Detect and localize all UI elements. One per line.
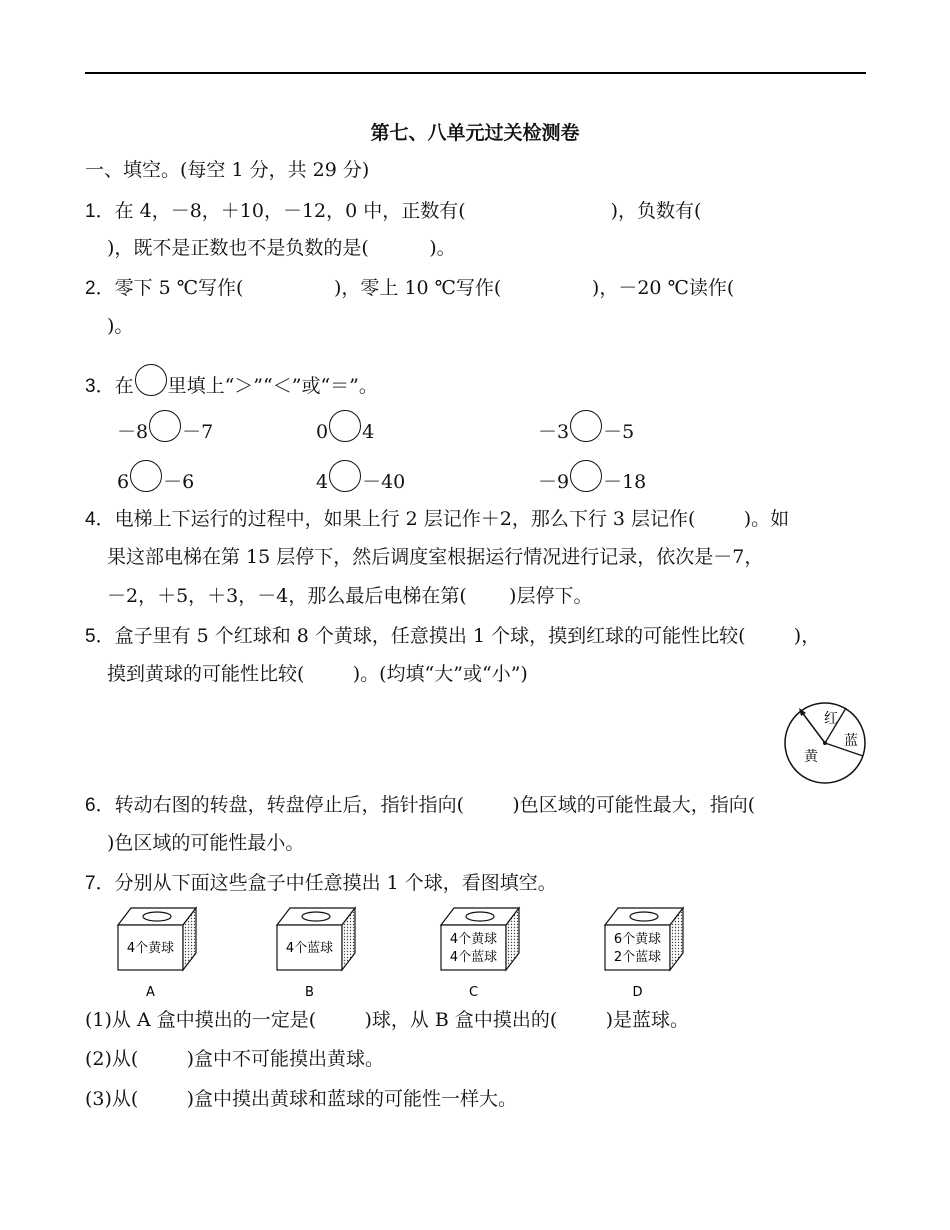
question-4-cont: －2，＋5，＋3，－4，那么最后电梯在第( )层停下。 <box>107 585 593 607</box>
page-title: 第七、八单元过关检测卷 <box>370 122 580 144</box>
compare-right: －6 <box>163 471 195 493</box>
box-content: 4个蓝球 <box>285 941 334 956</box>
question-text: 在 4，－8，＋10，－12，0 中，正数有( )，负数有( <box>114 200 702 222</box>
question-5 <box>85 624 820 649</box>
question-5-cont: 摸到黄球的可能性比较( )。(均填“大”或“小”) <box>107 663 528 685</box>
compare-right: 4 <box>362 421 375 443</box>
question-number: 6． <box>85 795 115 816</box>
question-7-sub-1: (1)从 A 盒中摸出的一定是( )球，从 B 盒中摸出的( )是蓝球。 <box>85 1009 690 1031</box>
box-content: 4个黄球 <box>126 941 175 956</box>
compare-right: －18 <box>603 471 647 493</box>
box-d <box>605 908 683 1000</box>
compare-right: －7 <box>182 421 214 443</box>
answer-circle[interactable] <box>570 410 602 442</box>
question-text: 分别从下面这些盒子中任意摸出 1 个球，看图填空。 <box>114 872 557 894</box>
compare-item <box>538 460 646 497</box>
question-6 <box>85 793 755 818</box>
question-2-cont: )。 <box>107 315 134 337</box>
box-label: D <box>632 985 643 1000</box>
question-text: 盒子里有 5 个红球和 8 个黄球，任意摸出 1 个球，摸到红球的可能性比较( )， <box>114 625 821 647</box>
compare-left: －9 <box>538 471 570 493</box>
compare-left: －3 <box>538 421 570 443</box>
question-6-cont: )色区域的可能性最小。 <box>107 832 305 854</box>
box-b <box>277 908 355 1000</box>
box-content: 4个蓝球 <box>449 950 498 965</box>
question-number: 3． <box>85 376 115 397</box>
question-text: 零下 5 ℃写作( )，零上 10 ℃写作( )，－20 ℃读作( <box>114 277 735 299</box>
question-7-sub-3: (3)从( )盒中摸出黄球和蓝球的可能性一样大。 <box>85 1088 518 1110</box>
question-number: 7． <box>85 873 115 894</box>
header-rule <box>85 72 866 74</box>
spinner-label-blue: 蓝 <box>844 733 858 749</box>
box-opening <box>143 912 171 921</box>
spinner-label-red: 红 <box>824 711 838 727</box>
compare-item <box>538 410 634 447</box>
answer-circle[interactable] <box>329 410 361 442</box>
ball-boxes-diagram <box>110 900 710 1000</box>
box-c <box>441 908 519 1000</box>
question-7 <box>85 871 557 896</box>
question-1 <box>85 199 701 224</box>
compare-left: －8 <box>117 421 149 443</box>
answer-circle[interactable] <box>570 460 602 492</box>
box-label: C <box>468 985 479 1000</box>
box-content: 6个黄球 <box>613 932 662 947</box>
question-number: 5． <box>85 626 115 647</box>
answer-circle[interactable] <box>329 460 361 492</box>
answer-circle[interactable] <box>135 364 167 396</box>
compare-left: 6 <box>117 471 130 493</box>
compare-right: －40 <box>362 471 406 493</box>
box-label: B <box>305 985 314 1000</box>
compare-item <box>316 410 374 447</box>
question-number: 4． <box>85 509 115 530</box>
box-label: A <box>146 985 155 1000</box>
answer-circle[interactable] <box>130 460 162 492</box>
question-1-cont: )，既不是正数也不是负数的是( )。 <box>107 237 456 259</box>
box-content: 2个蓝球 <box>613 950 662 965</box>
spinner-label-yellow: 黄 <box>804 749 818 765</box>
compare-item <box>316 460 405 497</box>
question-number: 1． <box>85 201 115 222</box>
box-opening <box>302 912 330 921</box>
question-3 <box>85 364 378 399</box>
box-opening <box>630 912 658 921</box>
question-text: 转动右图的转盘，转盘停止后，指针指向( )色区域的可能性最大，指向( <box>114 794 756 816</box>
question-text: 电梯上下运行的过程中，如果上行 2 层记作＋2，那么下行 3 层记作( )。如 <box>114 508 790 530</box>
spinner-center <box>823 741 827 745</box>
box-content: 4个黄球 <box>449 932 498 947</box>
question-4-cont: 果这部电梯在第 15 层停下，然后调度室根据运行情况进行记录，依次是－7， <box>107 546 764 568</box>
compare-right: －5 <box>603 421 635 443</box>
question-text: 里填上“＞”“＜”或“＝”。 <box>167 375 378 397</box>
question-number: 2． <box>85 278 115 299</box>
box-opening <box>466 912 494 921</box>
answer-circle[interactable] <box>149 410 181 442</box>
question-2 <box>85 276 734 301</box>
question-7-sub-2: (2)从( )盒中不可能摸出黄球。 <box>85 1048 385 1070</box>
compare-item <box>117 410 213 447</box>
section-heading: 一、填空。(每空 1 分，共 29 分) <box>85 159 370 181</box>
compare-left: 0 <box>316 421 329 443</box>
question-text: 在 <box>114 375 134 397</box>
compare-item <box>117 460 194 497</box>
compare-left: 4 <box>316 471 329 493</box>
question-4 <box>85 507 789 532</box>
spinner-diagram <box>780 698 870 788</box>
box-a <box>118 908 196 1000</box>
